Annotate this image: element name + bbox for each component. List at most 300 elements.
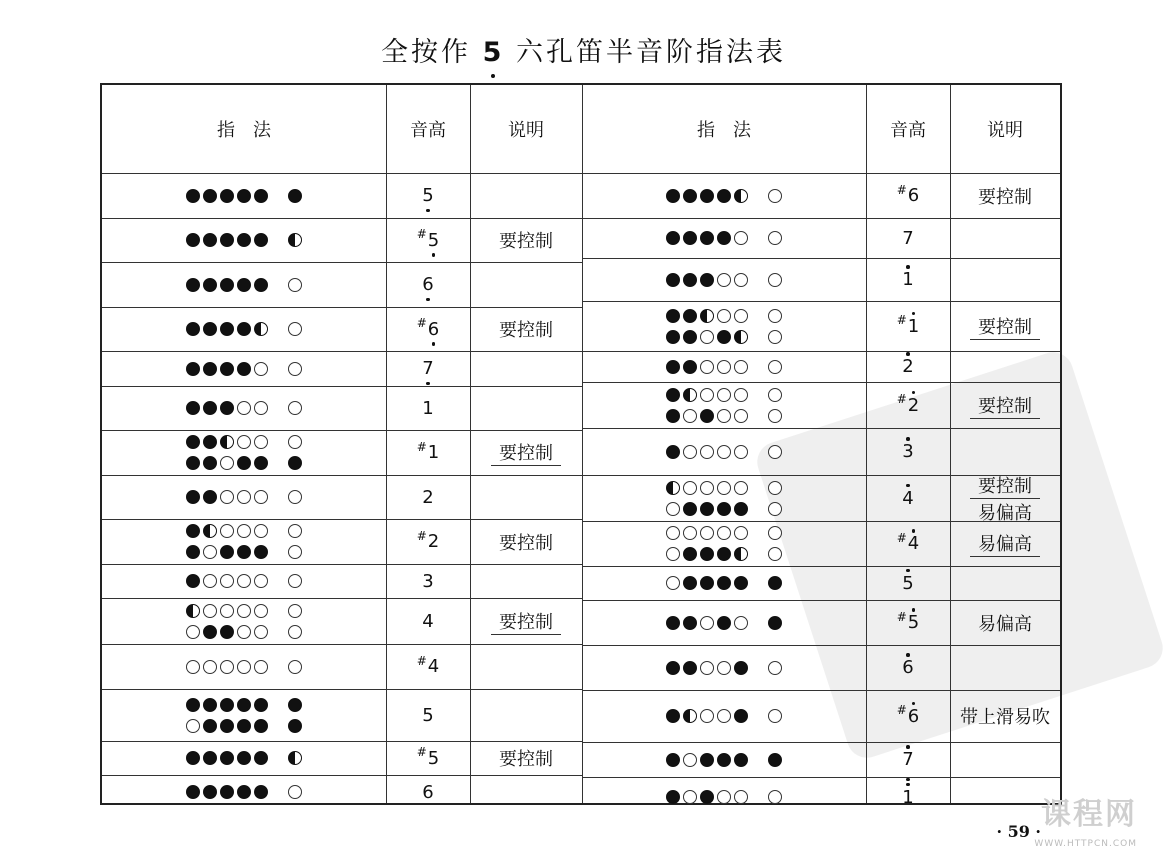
closed-hole-icon <box>203 189 217 203</box>
fingering-row <box>664 386 784 403</box>
pitch-value <box>902 787 913 808</box>
fingering-diagram <box>184 358 304 379</box>
note-cell <box>950 428 1060 475</box>
closed-hole-icon <box>186 278 200 292</box>
high-octave-dot <box>906 437 910 441</box>
scale-degree: 5 <box>422 704 434 726</box>
scale-degree: 2 <box>427 531 440 552</box>
fingering-row <box>184 321 304 338</box>
closed-hole-icon <box>683 273 697 287</box>
pitch-value <box>416 745 440 769</box>
open-hole-icon <box>254 524 268 538</box>
open-hole-icon <box>254 604 268 618</box>
closed-hole-icon <box>186 751 200 765</box>
sharp-sign: # <box>896 392 907 406</box>
fingering-cell <box>102 173 386 218</box>
pitch-value <box>422 611 433 632</box>
note-cell <box>950 690 1060 742</box>
open-hole-icon <box>768 445 782 459</box>
scale-degree: 7 <box>902 227 914 249</box>
fingering-row <box>184 658 304 675</box>
open-hole-icon <box>768 502 782 516</box>
open-hole-icon <box>734 360 748 374</box>
scale-degree: 4 <box>427 656 440 677</box>
fingering-diagram <box>184 432 304 474</box>
open-hole-icon <box>254 574 268 588</box>
watermark-logo: 课程网 <box>1041 797 1137 832</box>
note-cell <box>950 218 1060 258</box>
note-cell <box>950 258 1060 301</box>
fingering-diagram <box>664 228 784 249</box>
open-hole-icon <box>288 490 302 504</box>
fingering-diagram <box>184 398 304 419</box>
closed-hole-icon <box>288 456 302 470</box>
scale-degree: 6 <box>902 657 913 678</box>
closed-hole-icon <box>666 273 680 287</box>
closed-hole-icon <box>237 322 251 336</box>
closed-hole-icon <box>186 545 200 559</box>
fingering-diagram <box>664 612 784 633</box>
sharp-sign: # <box>896 703 907 717</box>
closed-hole-icon <box>666 790 680 804</box>
pitch-cell <box>386 644 470 689</box>
pitch-cell <box>386 741 470 775</box>
pitch-cell <box>866 173 950 218</box>
header-fingering: 指 法 <box>697 120 751 141</box>
scale-degree: 5 <box>908 612 919 633</box>
closed-hole-icon <box>666 309 680 323</box>
open-hole-icon <box>768 330 782 344</box>
fingering-diagram <box>184 230 304 251</box>
open-hole-icon <box>666 576 680 590</box>
open-hole-icon <box>700 330 714 344</box>
pitch-cell <box>386 775 470 809</box>
open-hole-icon <box>700 481 714 495</box>
closed-hole-icon <box>717 330 731 344</box>
closed-hole-icon <box>237 362 251 376</box>
pitch-cell <box>386 307 470 351</box>
fingering-cell <box>102 262 386 307</box>
closed-hole-icon <box>203 490 217 504</box>
fingering-row <box>664 443 784 460</box>
open-hole-icon <box>288 625 302 639</box>
fingering-diagram <box>184 571 304 592</box>
pitch-value <box>422 782 433 803</box>
header-note: 说明 <box>987 120 1023 141</box>
open-hole-icon <box>288 435 302 449</box>
fingering-cell <box>582 600 866 645</box>
low-octave-dot <box>432 342 436 346</box>
open-hole-icon <box>288 322 302 336</box>
open-hole-icon <box>237 435 251 449</box>
fingering-diagram <box>664 573 784 594</box>
open-hole-icon <box>254 490 268 504</box>
scale-degree: 5 <box>422 185 433 206</box>
closed-hole-icon <box>683 189 697 203</box>
half-open-hole-icon <box>700 309 714 323</box>
fingering-row <box>184 434 304 451</box>
open-hole-icon <box>254 435 268 449</box>
note-cell <box>470 430 582 475</box>
fingering-diagram <box>184 319 304 340</box>
open-hole-icon <box>220 660 234 674</box>
closed-hole-icon <box>288 719 302 733</box>
page-number: · 59 · <box>996 822 1041 841</box>
pitch-cell <box>386 218 470 262</box>
fingering-table <box>100 83 1062 808</box>
half-open-hole-icon <box>220 435 234 449</box>
note-cell <box>950 645 1060 690</box>
open-hole-icon <box>683 409 697 423</box>
open-hole-icon <box>768 388 782 402</box>
fingering-row <box>184 784 304 801</box>
open-hole-icon <box>254 625 268 639</box>
closed-hole-icon <box>186 785 200 799</box>
closed-hole-icon <box>237 719 251 733</box>
closed-hole-icon <box>203 401 217 415</box>
scale-degree: 5 <box>427 747 440 769</box>
closed-hole-icon <box>203 719 217 733</box>
fingering-diagram <box>184 656 304 677</box>
fingering-row <box>184 573 304 590</box>
fingering-diagram <box>664 706 784 727</box>
closed-hole-icon <box>254 456 268 470</box>
open-hole-icon <box>666 526 680 540</box>
fingering-cell <box>102 519 386 564</box>
low-octave-dot <box>426 382 430 386</box>
fingering-diagram <box>664 384 784 426</box>
open-hole-icon <box>288 545 302 559</box>
title-prefix: 全按作 <box>381 37 471 68</box>
high-octave-dot <box>912 608 916 612</box>
open-hole-icon <box>237 604 251 618</box>
half-open-hole-icon <box>288 233 302 247</box>
closed-hole-icon <box>700 189 714 203</box>
note-cell <box>470 775 582 809</box>
fingering-row <box>664 525 784 542</box>
open-hole-icon <box>734 790 748 804</box>
open-hole-icon <box>288 574 302 588</box>
note-cell <box>470 173 582 218</box>
header-pitch: 音高 <box>410 120 446 141</box>
note-cell <box>470 307 582 351</box>
scale-degree: 3 <box>422 570 434 592</box>
open-hole-icon <box>768 547 782 561</box>
closed-hole-icon <box>700 502 714 516</box>
pitch-cell <box>386 386 470 430</box>
high-octave-dot <box>912 312 916 316</box>
scale-degree: 6 <box>428 319 439 340</box>
fingering-row <box>664 479 784 496</box>
closed-hole-icon <box>220 698 234 712</box>
closed-hole-icon <box>683 502 697 516</box>
open-hole-icon <box>717 445 731 459</box>
pitch-cell <box>866 475 950 521</box>
high-octave-dot <box>906 745 910 749</box>
fingering-row <box>184 187 304 204</box>
half-open-hole-icon <box>683 388 697 402</box>
closed-hole-icon <box>734 709 748 723</box>
open-hole-icon <box>220 490 234 504</box>
note-text: 要控制 <box>970 313 1040 340</box>
sharp-sign: # <box>416 653 427 668</box>
pitch-cell <box>386 475 470 519</box>
closed-hole-icon <box>186 524 200 538</box>
open-hole-icon <box>666 547 680 561</box>
closed-hole-icon <box>220 401 234 415</box>
closed-hole-icon <box>683 616 697 630</box>
pitch-cell <box>386 351 470 386</box>
closed-hole-icon <box>254 233 268 247</box>
open-hole-icon <box>734 273 748 287</box>
closed-hole-icon <box>220 322 234 336</box>
open-hole-icon <box>717 309 731 323</box>
open-hole-icon <box>768 231 782 245</box>
open-hole-icon <box>186 719 200 733</box>
note-cell <box>950 742 1060 777</box>
closed-hole-icon <box>734 502 748 516</box>
note-text: 要控制 <box>491 608 561 635</box>
pitch-value <box>422 705 433 726</box>
closed-hole-icon <box>717 189 731 203</box>
pitch-cell <box>866 521 950 566</box>
fingering-diagram <box>664 356 784 377</box>
closed-hole-icon <box>717 231 731 245</box>
pitch-cell <box>866 742 950 777</box>
note-cell <box>470 386 582 430</box>
fingering-row <box>664 187 784 204</box>
closed-hole-icon <box>666 330 680 344</box>
closed-hole-icon <box>700 753 714 767</box>
note-text: 要控制 <box>499 231 553 252</box>
fingering-cell <box>582 777 866 817</box>
pitch-cell <box>866 600 950 645</box>
closed-hole-icon <box>220 545 234 559</box>
fingering-cell <box>102 351 386 386</box>
closed-hole-icon <box>700 273 714 287</box>
fingering-cell <box>102 430 386 475</box>
fingering-row <box>664 500 784 517</box>
fingering-cell <box>102 218 386 262</box>
pitch-value <box>422 571 433 592</box>
fingering-diagram <box>664 269 784 290</box>
pitch-value <box>896 182 920 206</box>
scale-degree: 1 <box>908 316 919 337</box>
pitch-value <box>422 274 433 295</box>
closed-hole-icon <box>683 309 697 323</box>
open-hole-icon <box>768 526 782 540</box>
closed-hole-icon <box>683 576 697 590</box>
scale-degree: 7 <box>422 358 433 379</box>
closed-hole-icon <box>717 753 731 767</box>
closed-hole-icon <box>734 576 748 590</box>
fingering-diagram <box>664 749 784 770</box>
scale-degree: 1 <box>902 787 913 808</box>
open-hole-icon <box>734 388 748 402</box>
fingering-diagram <box>664 523 784 565</box>
note-cell <box>470 262 582 307</box>
closed-hole-icon <box>203 625 217 639</box>
open-hole-icon <box>768 309 782 323</box>
open-hole-icon <box>768 409 782 423</box>
closed-hole-icon <box>186 456 200 470</box>
closed-hole-icon <box>237 545 251 559</box>
pitch-value <box>416 439 440 463</box>
half-open-hole-icon <box>683 709 697 723</box>
open-hole-icon <box>683 526 697 540</box>
pitch-value <box>422 358 433 379</box>
watermark-url: WWW.HTTPCN.COM <box>1034 839 1137 849</box>
fingering-row <box>184 489 304 506</box>
fingering-row <box>184 544 304 561</box>
open-hole-icon <box>288 401 302 415</box>
high-octave-dot <box>906 783 910 787</box>
half-open-hole-icon <box>288 751 302 765</box>
closed-hole-icon <box>203 435 217 449</box>
open-hole-icon <box>254 401 268 415</box>
open-hole-icon <box>666 502 680 516</box>
closed-hole-icon <box>237 189 251 203</box>
open-hole-icon <box>700 445 714 459</box>
closed-hole-icon <box>203 456 217 470</box>
half-open-hole-icon <box>203 524 217 538</box>
closed-hole-icon <box>220 278 234 292</box>
fingering-row <box>664 659 784 676</box>
open-hole-icon <box>717 526 731 540</box>
half-open-hole-icon <box>734 189 748 203</box>
fingering-row <box>184 750 304 767</box>
closed-hole-icon <box>220 189 234 203</box>
note-cell <box>950 382 1060 428</box>
closed-hole-icon <box>288 189 302 203</box>
open-hole-icon <box>254 660 268 674</box>
half-open-hole-icon <box>254 322 268 336</box>
closed-hole-icon <box>683 661 697 675</box>
scale-degree: 6 <box>422 274 433 295</box>
pitch-value <box>422 487 433 508</box>
sharp-sign: # <box>416 528 427 543</box>
note-text: 要控制 <box>970 472 1040 499</box>
sharp-sign: # <box>896 313 907 327</box>
fingering-cell <box>102 307 386 351</box>
title-low-octave-dot <box>491 74 495 78</box>
scale-degree: 2 <box>422 486 434 508</box>
pitch-value <box>902 488 913 509</box>
half-open-hole-icon <box>186 604 200 618</box>
scale-degree: 5 <box>428 230 439 251</box>
half-open-hole-icon <box>734 330 748 344</box>
fingering-diagram <box>184 782 304 803</box>
open-hole-icon <box>717 388 731 402</box>
open-hole-icon <box>288 785 302 799</box>
pitch-cell <box>386 262 470 307</box>
open-hole-icon <box>237 574 251 588</box>
note-cell <box>470 475 582 519</box>
scale-degree: 4 <box>422 610 434 632</box>
open-hole-icon <box>237 660 251 674</box>
pitch-cell <box>866 777 950 817</box>
open-hole-icon <box>717 661 731 675</box>
fingering-cell <box>102 741 386 775</box>
pitch-cell <box>866 690 950 742</box>
open-hole-icon <box>203 604 217 618</box>
fingering-diagram <box>184 694 304 736</box>
open-hole-icon <box>734 526 748 540</box>
high-octave-dot <box>906 569 910 573</box>
note-cell <box>950 173 1060 218</box>
pitch-value <box>416 653 440 677</box>
fingering-row <box>184 455 304 472</box>
note-cell <box>950 566 1060 600</box>
closed-hole-icon <box>666 445 680 459</box>
closed-hole-icon <box>666 753 680 767</box>
note-text: 要控制 <box>491 439 561 466</box>
closed-hole-icon <box>186 401 200 415</box>
closed-hole-icon <box>220 625 234 639</box>
closed-hole-icon <box>717 616 731 630</box>
closed-hole-icon <box>717 576 731 590</box>
open-hole-icon <box>683 481 697 495</box>
fingering-row <box>184 523 304 540</box>
pitch-value <box>896 392 920 416</box>
open-hole-icon <box>700 388 714 402</box>
open-hole-icon <box>700 360 714 374</box>
open-hole-icon <box>203 545 217 559</box>
high-octave-dot <box>912 702 916 706</box>
open-hole-icon <box>717 481 731 495</box>
closed-hole-icon <box>666 360 680 374</box>
scale-degree: 4 <box>908 533 919 554</box>
open-hole-icon <box>220 604 234 618</box>
note-cell <box>470 351 582 386</box>
scale-degree: 6 <box>908 706 919 727</box>
open-hole-icon <box>288 524 302 538</box>
fingering-row <box>664 358 784 375</box>
pitch-cell <box>386 430 470 475</box>
fingering-cell <box>102 689 386 741</box>
fingering-row <box>664 271 784 288</box>
closed-hole-icon <box>237 233 251 247</box>
note-text: 易偏高 <box>978 502 1032 524</box>
high-octave-dot <box>906 778 910 782</box>
fingering-cell <box>582 742 866 777</box>
closed-hole-icon <box>700 790 714 804</box>
closed-hole-icon <box>288 698 302 712</box>
fingering-cell <box>102 564 386 598</box>
note-text: 要控制 <box>978 186 1032 208</box>
note-cell <box>950 351 1060 382</box>
pitch-value <box>902 657 913 678</box>
closed-hole-icon <box>203 698 217 712</box>
fingering-cell <box>582 173 866 218</box>
closed-hole-icon <box>254 545 268 559</box>
fingering-cell <box>102 386 386 430</box>
pitch-value <box>422 185 433 206</box>
sharp-sign: # <box>416 316 427 330</box>
scale-degree: 3 <box>902 441 913 462</box>
closed-hole-icon <box>186 698 200 712</box>
fingering-diagram <box>664 441 784 462</box>
fingering-cell <box>582 645 866 690</box>
closed-hole-icon <box>203 785 217 799</box>
fingering-diagram <box>184 487 304 508</box>
fingering-cell <box>102 775 386 809</box>
open-hole-icon <box>734 481 748 495</box>
open-hole-icon <box>734 231 748 245</box>
closed-hole-icon <box>237 456 251 470</box>
fingering-row <box>664 407 784 424</box>
closed-hole-icon <box>237 698 251 712</box>
